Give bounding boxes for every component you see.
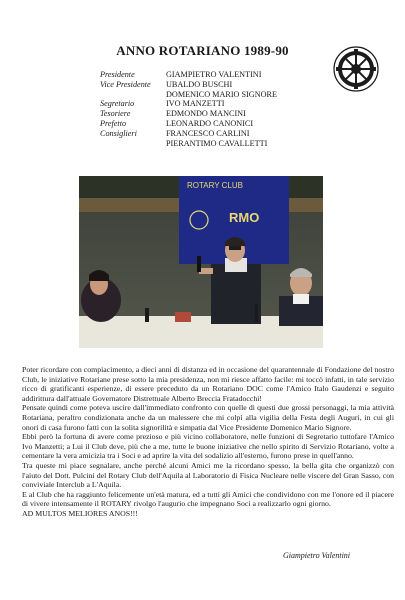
paragraph: AD MULTOS MELIORES ANOS!!! [22,508,138,518]
body-text [22,365,394,519]
roster-role: Vice Presidente [100,79,151,89]
board-roster [100,70,277,148]
roster-row [100,99,277,109]
roster-row [100,80,277,90]
page-title: ANNO ROTARIANO 1989-90 [116,43,289,58]
signature: Giampietro Valentini [283,551,351,560]
roster-name: LEONARDO CANONICI [166,118,254,128]
roster-name: GIAMPIETRO VALENTINI [166,70,262,79]
roster-name: EDMONDO MANCINI [166,109,246,119]
paragraph: Poter ricordare con compiacimento, a dieci anni di distanza ed in occasione del quarantennale di Fondazione del nostro Club, le iniziative Rotariane prese sotto la mia presidenza, non mi riesce affatto facile: mi toccò infatti, in tale servizio ricco di gratificanti esperienze, di essere preceduto da un Rotariano DOC come l'Amico Italo Gaudenzi e seguito addirittura dall'attuale Governatore Distrettuale Alberto Breccia Fratadocchi! [22,365,394,403]
paragraph: Tra queste mi piace segnalare, anche perché alcuni Amici me la ricordano spesso, la bella gita che organizzò con l'aiuto del Dott. Pulcini del Rotary Club dell'Aquila al Laboratorio di Fisica Nucleare nelle viscere del Gran Sasso, con conviviale Interclub a L'Aquila. [22,460,394,490]
rotary-wheel-icon [333,46,379,92]
roster-name: PIERANTIMO CAVALLETTI [166,138,268,148]
banner-text-line1: ROTARY CLUB [187,181,244,190]
roster-role: Prefetto [100,118,127,128]
event-photo [79,176,323,348]
roster-name: DOMENICO MARIO SIGNORE [166,89,277,99]
roster-row [100,70,277,80]
banner-text-line2: RMO [229,210,260,225]
roster-name: UBALDO BUSCHI [166,79,233,89]
roster-role: Tesoriere [100,109,131,119]
roster-role: Presidente [100,70,135,79]
roster-name: FRANCESCO CARLINI [166,128,250,138]
paragraph: Ebbi però la fortuna di avere come prezioso e più vicino collaboratore, nelle funzioni di Segretario tuttofare l'Amico Ivo Manzetti; a Lui il Club deve, più che a me, tutte le buone iniziative che nello spirito di Servizio Rotariano, volte a cementare la vera amicizia tra i Soci e ad aprire la vita del sodalizio all'esterno, furono prese in quell'anno. [22,432,394,461]
roster-role: Segretario [100,99,135,109]
roster-row [100,109,277,119]
roster-row [100,119,277,129]
roster-role [100,90,166,100]
paragraph: Pensate quindi come poteva uscire dall'immediato confronto con quelle di questi due grossi personaggi, la mia attività Rotariana, peraltro condizionata anche da un malessere che mi colpì alla vigilia della Festa degli Auguri, in cui gli onori di casa furono fatti con la solita signorilità e simpatia dal Vice Presidente Domenico Mario Signore. [22,403,394,432]
roster-name: IVO MANZETTI [166,99,225,109]
roster-role [100,139,166,149]
roster-row [100,129,277,139]
roster-row [100,139,277,149]
event-photo-illustration [79,176,323,348]
paragraph: E al Club che ha raggiunto felicemente un'età matura, ed a tutti gli Amici che condividono con me l'onore ed il piacere di vivere intensamente il ROTARY rivolgo l'augurio che impegnano Soci a realizzarlo ogni giorno. [22,489,394,509]
roster-row [100,90,277,100]
roster-role: Consiglieri [100,128,137,138]
